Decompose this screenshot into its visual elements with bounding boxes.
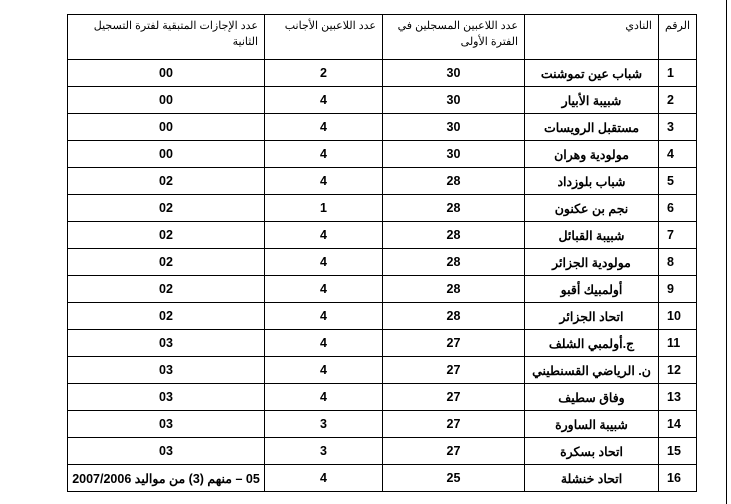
foreign-count: 4 [265,357,383,384]
row-number: 4 [659,141,697,168]
table-row [68,276,697,303]
table-header-row [68,15,697,60]
foreign-count: 3 [265,438,383,465]
header-foreign: عدد اللاعبين الأجانب [265,15,383,60]
registered-count: 25 [383,465,525,492]
table-row [68,384,697,411]
table-row [68,303,697,330]
registered-count: 28 [383,168,525,195]
table-row [68,330,697,357]
header-number: الرقم [659,15,697,60]
row-number: 1 [659,60,697,87]
remaining-licenses: 00 [68,114,265,141]
foreign-count: 4 [265,141,383,168]
remaining-licenses: 03 [68,384,265,411]
remaining-licenses: 03 [68,438,265,465]
row-number: 11 [659,330,697,357]
club-name: أولمبيك أقبو [525,276,659,303]
foreign-count: 4 [265,168,383,195]
table-row [68,357,697,384]
remaining-licenses: 00 [68,87,265,114]
club-name: مولودية الجزائر [525,249,659,276]
registered-count: 28 [383,195,525,222]
header-remaining: عدد الإجازات المتبقية لفترة التسجيل الثانية [68,15,265,60]
foreign-count: 4 [265,249,383,276]
remaining-licenses: 00 [68,60,265,87]
foreign-count: 4 [265,276,383,303]
row-number: 5 [659,168,697,195]
header-registered: عدد اللاعبين المسجلين في الفترة الأولى [383,15,525,60]
club-name: وفاق سطيف [525,384,659,411]
table-row [68,465,697,492]
registered-count: 28 [383,303,525,330]
row-number: 13 [659,384,697,411]
remaining-licenses: 03 [68,357,265,384]
registered-count: 27 [383,357,525,384]
header-club: النادي [525,15,659,60]
remaining-licenses: 02 [68,303,265,330]
club-name: ج.أولمبي الشلف [525,330,659,357]
row-number: 16 [659,465,697,492]
registered-count: 28 [383,249,525,276]
remaining-licenses: 03 [68,411,265,438]
registered-count: 30 [383,114,525,141]
row-number: 12 [659,357,697,384]
row-number: 9 [659,276,697,303]
foreign-count: 4 [265,303,383,330]
club-name: شباب بلوزداد [525,168,659,195]
table-row [68,222,697,249]
remaining-licenses: 02 [68,195,265,222]
row-number: 6 [659,195,697,222]
remaining-licenses: 05 – منهم (3) من مواليد 2007/2006 [68,465,265,492]
row-number: 15 [659,438,697,465]
remaining-licenses: 03 [68,330,265,357]
table-row [68,195,697,222]
remaining-licenses: 00 [68,141,265,168]
table-row [68,114,697,141]
foreign-count: 4 [265,384,383,411]
registered-count: 30 [383,141,525,168]
foreign-count: 4 [265,465,383,492]
remaining-licenses: 02 [68,168,265,195]
row-number: 14 [659,411,697,438]
table-row [68,141,697,168]
row-number: 8 [659,249,697,276]
table-row [68,249,697,276]
club-name: نجم بن عكنون [525,195,659,222]
row-number: 3 [659,114,697,141]
foreign-count: 4 [265,222,383,249]
registered-count: 27 [383,438,525,465]
club-name: شبيبة الأبيار [525,87,659,114]
registered-count: 28 [383,276,525,303]
table-row [68,87,697,114]
registered-count: 27 [383,384,525,411]
table-row [68,60,697,87]
club-name: شبيبة القبائل [525,222,659,249]
remaining-licenses: 02 [68,249,265,276]
registered-count: 30 [383,60,525,87]
table-row [68,168,697,195]
registered-count: 28 [383,222,525,249]
foreign-count: 2 [265,60,383,87]
registered-count: 27 [383,411,525,438]
remaining-licenses: 02 [68,276,265,303]
remaining-licenses: 02 [68,222,265,249]
table-row [68,411,697,438]
registered-count: 27 [383,330,525,357]
row-number: 2 [659,87,697,114]
club-name: اتحاد الجزائر [525,303,659,330]
page-edge-line [726,0,727,504]
club-name: شباب عين تموشنت [525,60,659,87]
table-row [68,438,697,465]
row-number: 7 [659,222,697,249]
club-name: مستقبل الرويسات [525,114,659,141]
club-name: اتحاد خنشلة [525,465,659,492]
club-name: شبيبة الساورة [525,411,659,438]
registered-count: 30 [383,87,525,114]
foreign-count: 4 [265,87,383,114]
row-number: 10 [659,303,697,330]
club-name: مولودية وهران [525,141,659,168]
club-name: اتحاد بسكرة [525,438,659,465]
foreign-count: 1 [265,195,383,222]
registration-table [67,14,697,492]
club-name: ن. الرياضي القسنطيني [525,357,659,384]
foreign-count: 3 [265,411,383,438]
foreign-count: 4 [265,330,383,357]
foreign-count: 4 [265,114,383,141]
